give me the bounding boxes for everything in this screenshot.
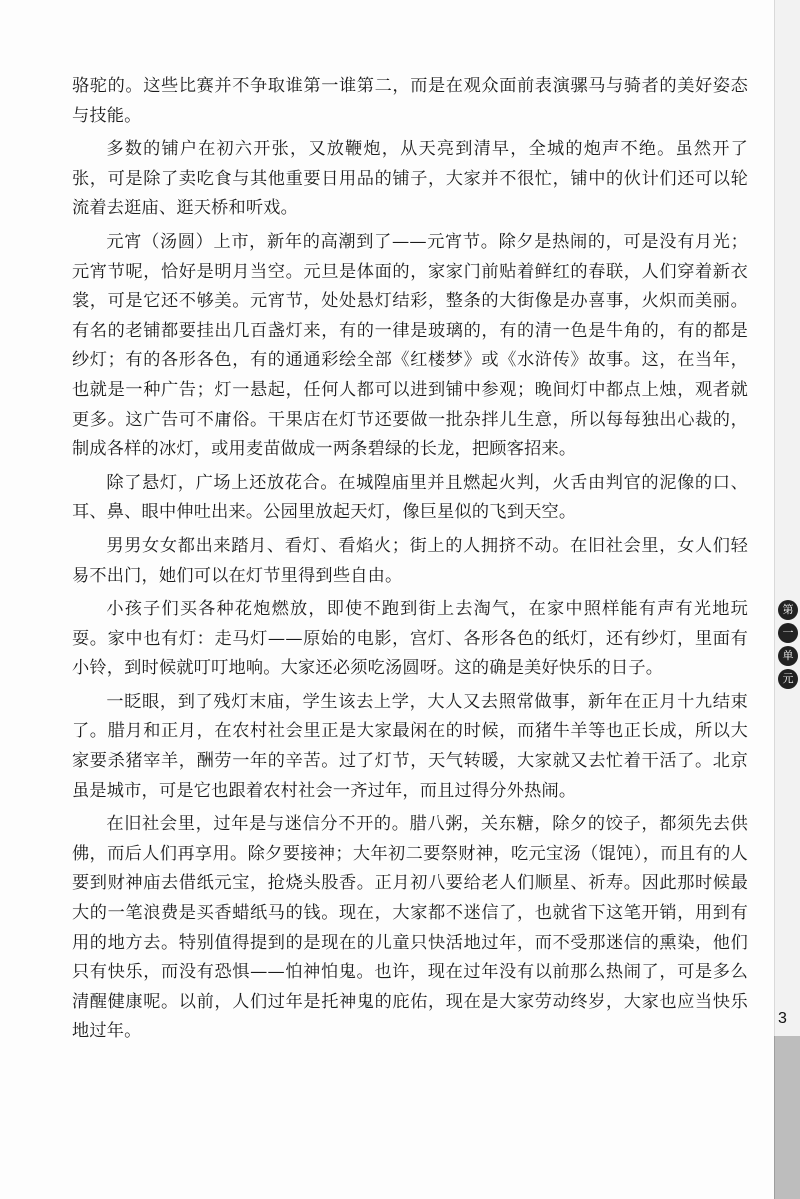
unit-label-char: 单 [778, 646, 798, 666]
unit-label [776, 600, 800, 689]
paragraph: 小孩子们买各种花炮燃放，即使不跑到街上去淘气，在家中照样能有声有光地玩耍。家中也有灯：走马灯——原始的电影，宫灯、各形各色的纸灯，还有纱灯，里面有小铃，到时候就叮叮地响。大家还必须吃汤圆呀。这的确是美好快乐的日子。 [72, 599, 748, 679]
body-text [72, 72, 748, 1051]
paragraph: 元宵（汤圆）上市，新年的高潮到了——元宵节。除夕是热闹的，可是没有月光；元宵节呢，恰好是明月当空。元旦是体面的，家家门前贴着鲜红的春联，人们穿着新衣裳，可是它还不够美。元宵节，处处悬灯结彩，整条的大街像是办喜事，火炽而美丽。有名的老铺都要挂出几百盏灯来，有的一律是玻璃的，有的清一色是牛角的，有的都是纱灯；有的各形各色，有的通通彩绘全部《红楼梦》或《水浒传》故事。这，在当年，也就是一种广告；灯一悬起，任何人都可以进到铺中参观；晚间灯中都点上烛，观者就更多。这广告可不庸俗。干果店在灯节还要做一批杂拌儿生意，所以每每独出心裁的，制成各样的冰灯，或用麦苗做成一两条碧绿的长龙，把顾客招来。 [72, 231, 748, 460]
paragraph: 男男女女都出来踏月、看灯、看焰火；街上的人拥挤不动。在旧社会里，女人们轻易不出门，她们可以在灯节里得到些自由。 [72, 535, 748, 586]
page-number: 3 [778, 1010, 787, 1027]
unit-label-char: 一 [778, 623, 798, 643]
paragraph: 除了悬灯，广场上还放花合。在城隍庙里并且燃起火判，火舌由判官的泥像的口、耳、鼻、眼中伸吐出来。公园里放起天灯，像巨星似的飞到天空。 [72, 472, 748, 523]
paragraph: 一眨眼，到了残灯末庙，学生该去上学，大人又去照常做事，新年在正月十九结束了。腊月和正月，在农村社会里正是大家最闲在的时候，而猪牛羊等也正长成，所以大家要杀猪宰羊，酬劳一年的辛苦。过了灯节，天气转暖，大家就又去忙着干活了。北京虽是城市，可是它也跟着农村社会一齐过年，而且过得分外热闹。 [72, 691, 748, 801]
unit-label-char: 第 [778, 600, 798, 620]
page-edge-tab [774, 1036, 800, 1199]
unit-label-char: 元 [778, 669, 798, 689]
paragraph: 多数的铺户在初六开张，又放鞭炮，从天亮到清早，全城的炮声不绝。虽然开了张，可是除了卖吃食与其他重要日用品的铺子，大家并不很忙，铺中的伙计们还可以轮流着去逛庙、逛天桥和听戏。 [72, 139, 748, 219]
paragraph: 在旧社会里，过年是与迷信分不开的。腊八粥，关东糖，除夕的饺子，都须先去供佛，而后人们再享用。除夕要接神；大年初二要祭财神，吃元宝汤（馄饨），而且有的人要到财神庙去借纸元宝，抢烧头股香。正月初八要给老人们顺星、祈寿。因此那时候最大的一笔浪费是买香蜡纸马的钱。现在，大家都不迷信了，也就省下这笔开销，用到有用的地方去。特别值得提到的是现在的儿童只快活地过年，而不受那迷信的熏染，他们只有快乐，而没有恐惧——怕神怕鬼。也许，现在过年没有以前那么热闹了，可是多么清醒健康呢。以前，人们过年是托神鬼的庇佑，现在是大家劳动终岁，大家也应当快乐地过年。 [72, 814, 748, 1042]
paragraph-continuation: 骆驼的。这些比赛并不争取谁第一谁第二，而是在观众面前表演骡马与骑者的美好姿态与技能。 [72, 76, 748, 126]
